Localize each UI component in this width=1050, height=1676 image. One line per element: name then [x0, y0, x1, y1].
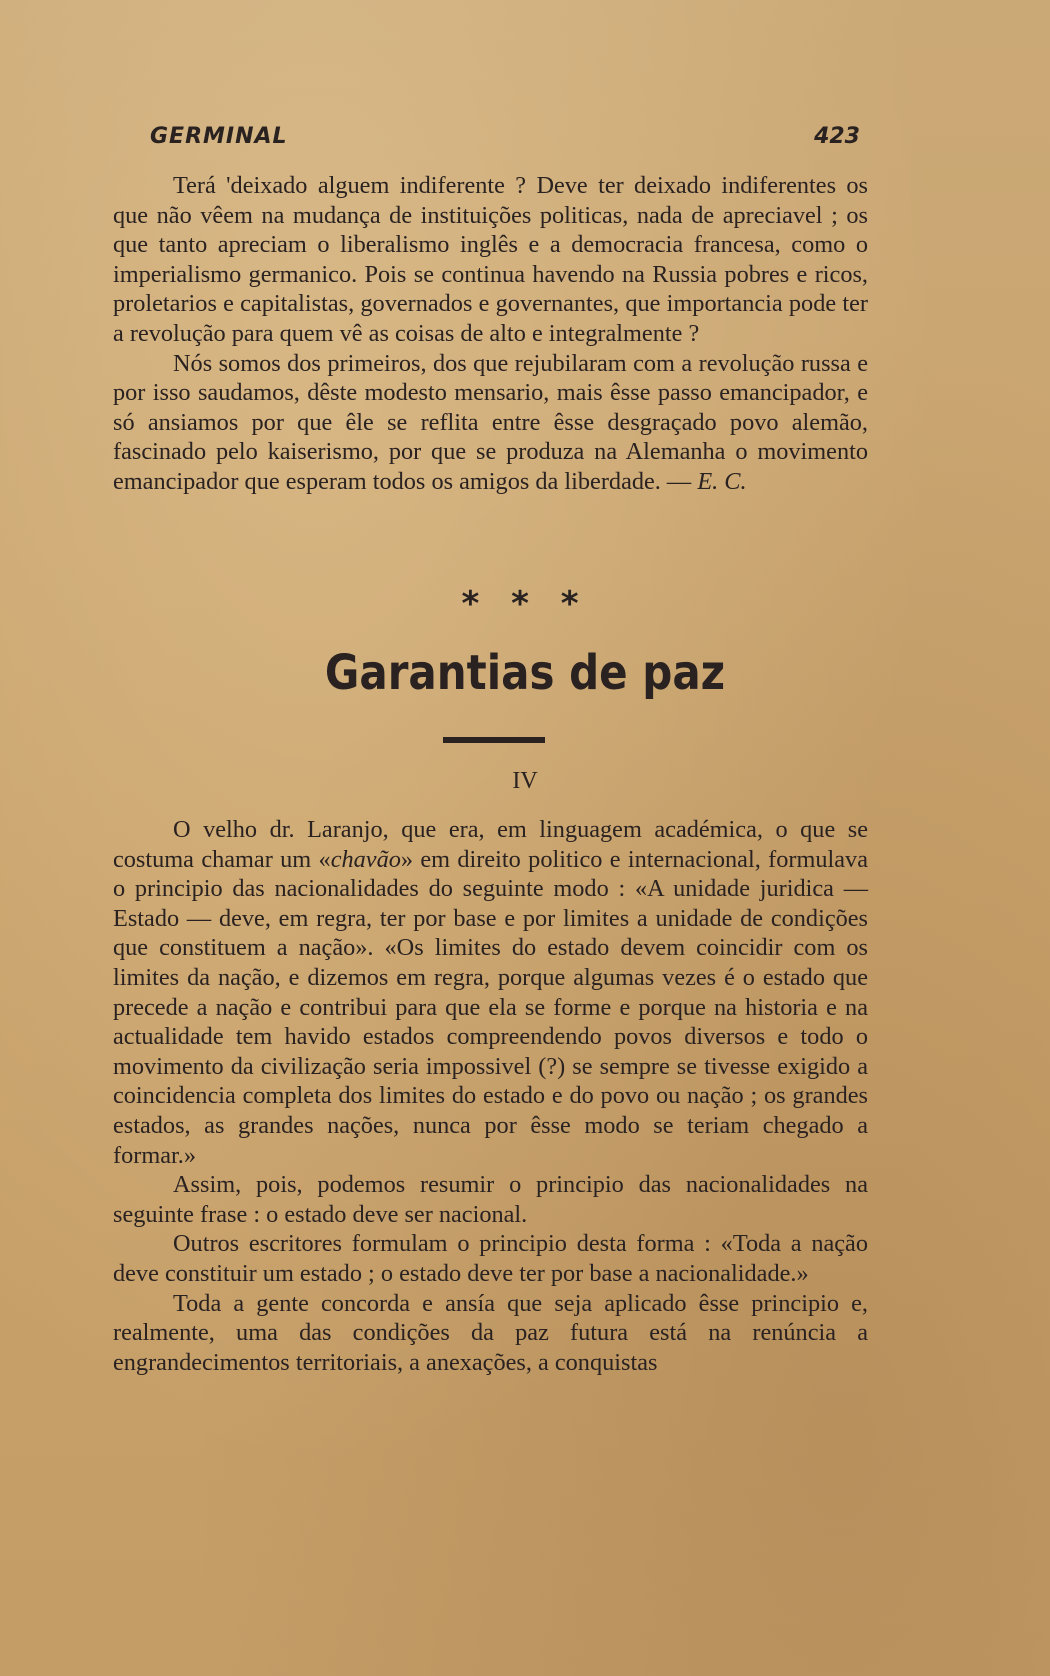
intro-paragraph-text: Nós somos dos primeiros, dos que rejubilaram com a revolução russa e por isso saudamos, dêste modesto mensario, mais êsse passo emancipador, e só ansiamos por que êle se reflita entre êsse desgraçado povo alemão, fascinado pelo kaiserismo, por que se produza na Alemanha o movimento emancipador que esperam todos os amigos da liberdade. — — [113, 349, 868, 495]
p1-end: » em direito politico e internacional, formulava o principio das nacionalidades do seguinte modo : «A unidade juridica — Estado — deve, em regra, ter por base e por limites a unidade de condições que constituem a nação». «Os limites do estado devem coincidir com os limites da nação, e dizemos em regra, porque algumas vezes é o estado que precede a nação e contribui para que ela se forme e porque na historia e na actualidade tem havido estados compreendendo povos diversos e todo o movimento da civilização seria impossivel (?) se sempre se tivesse exigido a coincidencia completa dos limites do estado e do povo ou nação ; os grandes estados, as grandes nações, nunca por êsse modo se teriam chegado a formar.» — [113, 845, 868, 1169]
journal-name: GERMINAL — [150, 124, 288, 149]
body-paragraph — [113, 815, 868, 1170]
intro-paragraph — [113, 349, 868, 497]
section-number: IV — [512, 768, 538, 794]
article-title: Garantias de paz — [324, 644, 726, 701]
p1-start: O velho dr. Laranjo, que era, em linguagem académica, o que se costuma chamar um « — [113, 816, 868, 873]
intro-section — [113, 171, 868, 497]
p1-italic: chavão — [330, 845, 401, 873]
title-rule — [443, 737, 545, 743]
section-separator: * * * — [461, 584, 589, 624]
running-head — [150, 124, 860, 156]
intro-paragraph: Terá 'deixado alguem indiferente ? Deve ter deixado indiferentes os que não vêem na mudança de instituições politicas, nada de apreciavel ; os que tanto apreciam o liberalismo inglês e a democracia francesa, como o imperialismo germanico. Pois se continua havendo na Russia pobres e ricos, proletarios e capitalistas, governados e governantes, que importancia pode ter a revolução para quem vê as coisas de alto e integralmente ? — [113, 172, 868, 347]
article-body — [113, 815, 868, 1377]
body-paragraph: Toda a gente concorda e ansía que seja aplicado êsse principio e, realmente, uma das condições da paz futura está na renúncia a engrandecimentos territoriais, a anexações, a conquistas — [113, 1289, 868, 1376]
page-number: 423 — [814, 124, 860, 149]
body-paragraph: Outros escritores formulam o principio desta forma : «Toda a nação deve constituir um estado ; o estado deve ter por base a nacionalidade.» — [113, 1230, 868, 1287]
body-paragraph: Assim, pois, podemos resumir o principio das nacionalidades na seguinte frase : o estado deve ser nacional. — [113, 1171, 868, 1228]
signature: E. C. — [697, 467, 747, 495]
